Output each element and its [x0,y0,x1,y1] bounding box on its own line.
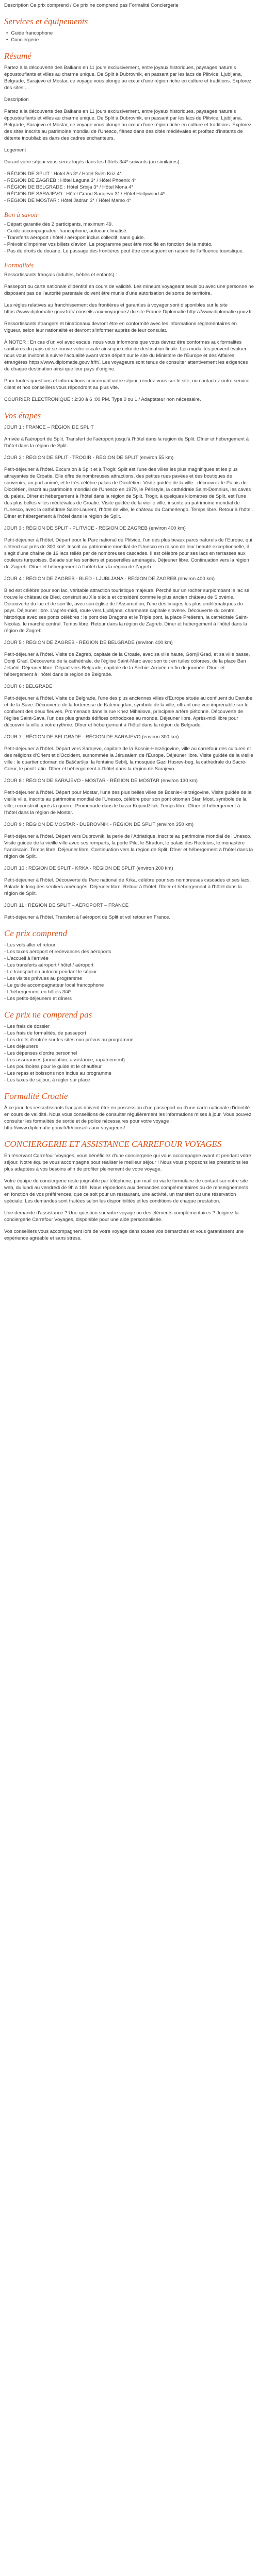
notice-paragraph: À NOTER : En cas d'un vol avec escale, nous vous informons que vous devrez être conformes aux formalités sanitaires du pays où se trouve votre escale ainsi que celui de destination finale. Les modalités peuvent évoluer, nous vous invitons à suivre l'actualité avant votre départ sur le site du Ministère de l'Europe et des Affaires étrangères https://www.diplomatie.gouv.fr/fr/. Les voyageurs sont tenus de consulter attentivement les exigences de chaque destination ainsi que leur pays d'origine. [4,340,248,372]
included-item: - L'hébergement en hôtels 3/4* [4,989,71,995]
lodging-item: - RÉGION DE MOSTAR : Hôtel Jadran 3* / Hôtel Mamo 4* [4,198,131,204]
day-title: JOUR 2 : RÉGION DE SPLIT - TROGIR - RÉGION DE SPLIT (environ 55 km) [4,455,174,461]
included-item: - Les visites prévues au programme [4,976,83,981]
included-item: - Le transport en autocar pendant le séjour [4,969,97,975]
day-text: Arrivée à l'aéroport de Split. Transfert de l'aéroport jusqu'à l'hôtel dans la région de Split. Dîner et hébergement à l'hôtel dans la région de Split. [4,436,249,449]
day-title: JOUR 8 : RÉGION DE SARAJEVO - MOSTAR - RÉGION DE MOSTAR (environ 130 km) [4,778,198,784]
itinerary-day [4,639,254,678]
summary-paragraph: Partez à la découverte des Balkans en 11 jours exclusivement, entre joyaux historiques, paysages naturels époustouflants et villes au charme unique. De Split à Dubrovnik, en passant par les lacs de Plitvice, Ljubljana, Belgrade, Sarajevo et Mostar, ce voyage vous plonge au cœur d'une région riche en culture et traditions. Explorez des sites ... [4,65,252,91]
included-item: - Les transferts aéroport / hôtel / aéroport [4,962,94,968]
included-item: - Les taxes aéroport et redevances des aéroports [4,949,111,955]
day-title: JOUR 9 : RÉGION DE MOSTAR - DUBROVNIK - RÉGION DE SPLIT (environ 350 km) [4,822,194,827]
day-title: JOUR 3 : RÉGION DE SPLIT - PLITVICE - RÉGION DE ZAGREB (environ 400 km) [4,526,186,531]
formalities-paragraph: Passeport ou carte nationale d'identité en cours de validité. Les mineurs voyageant seuls ou avec une personne ne disposant pas de l'autorité parentale doivent être munis d'une autorisation de sortie de territoire. [4,284,254,296]
excluded-item: - Les déjeuners [4,1044,38,1049]
product-page [0,0,258,1254]
included-list [4,942,254,1002]
day-title: JOUR 6 : BELGRADE [4,684,53,689]
concierge-paragraph: Vos conseillers vous accompagnent lors de votre voyage dans toutes vos démarches et vous garantissent une expérience agréable et sans stress. [4,1229,244,1241]
day-text: Petit-déjeuner à l'hôtel. Départ vers Dubrovnik, la perle de l'Adriatique, inscrite au patrimoine mondial de l'Unesco. Visite guidée de la vieille ville avec ses remparts, la porte Pile, le Stradun, le palais des Recteurs, le monastère franciscain. Temps libre. Déjeuner libre. Continuation vers la région de Split. Dîner et hébergement à l'hôtel dans la région de Split. [4,834,253,859]
day-text: Petit-déjeuner à l'hôtel. Visite de Belgrade, l'une des plus anciennes villes d'Europe située au confluent du Danube et de la Save. Découverte de la forteresse de Kalemegdan, symbole de la ville, offrant une vue imprenable sur le confluent des deux fleuves. Promenade dans la rue Knez Mihailova, principale artère piétonne. Découverte de l'église Saint-Sava, l'un des plus grands édifices orthodoxes au monde. Déjeuner libre. Après-midi libre pour découvrir la ville à votre rythme. Dîner et hébergement à l'hôtel dans la région de Belgrade. [4,696,253,728]
lodging-item: - RÉGION DE BELGRADE : Hôtel Srbija 3* / Hôtel Mona 4* [4,184,134,190]
day-text: Petit-déjeuner à l'hôtel. Transfert à l'aéroport de Split et vol retour en France. [4,914,171,920]
good-to-know-item: - Départ garantie dès 2 participants, maximum 49. [4,222,113,227]
itinerary-day [4,575,254,634]
services-list [4,30,254,43]
customer-paragraph: Pour toutes questions et informations concernant votre séjour, rendez-vous sur le site, ou contactez notre service client et nos conseillers vous répondront au plus vite. [4,378,250,391]
concierge-paragraph: Une demande d'assistance ? Une question sur votre voyage ou des éléments complémentaires ? Joignez la conciergerie Carrefour Voyages, disponible pour une aide personnalisée. [4,1210,239,1223]
intro-links: Description Ce prix comprend / Ce prix ne comprend pas Formalité Conciergerie [4,3,179,8]
description-label: Description [4,97,29,103]
itinerary-day [4,865,254,897]
included-heading: Ce prix comprend [4,928,68,938]
itinerary-day [4,902,254,921]
excluded-item: - Les frais de dossier [4,1024,50,1029]
good-to-know-item: - Transferts aéroport / hôtel / aéroport inclus collectif, sans guide. [4,235,145,241]
service-item: • Guide francophone [6,30,254,37]
good-to-know-heading: Bon à savoir [4,211,39,218]
concierge-paragraph: En réservant Carrefour Voyages, vous bénéficiez d'une conciergerie qui vous accompagne avant et pendant votre séjour. Notre équipe vous accompagne pour réaliser le meilleur séjour ! Nous vous proposons les prestations les plus adaptées à vos besoins afin de profiter pleinement de votre voyage. [4,1153,251,1172]
itinerary-day [4,525,254,570]
included-item: - L'accueil à l'arrivée [4,956,49,961]
itinerary-day [4,424,254,449]
good-to-know-list [4,221,254,255]
good-to-know-item: - Prévoir d'imprimer vos billets d'avion. Le programme peut être modifié en fonction de la météo. [4,242,213,247]
itinerary-day [4,683,254,728]
summary-heading: Résumé [4,51,31,61]
lodging-label: Logement [4,147,26,153]
good-to-know-item: - Pas de droits de douane. Le passage des frontières peut être conséquent en raison de l'affluence touristique. [4,248,244,254]
lodging-list [4,171,254,204]
concierge-heading: CONCIERGERIE ET ASSISTANCE CARREFOUR VOYAGES [4,1139,222,1149]
itinerary-day [4,777,254,816]
itinerary-day [4,821,254,860]
day-title: JOUR 7 : RÉGION DE BELGRADE - RÉGION DE SARAJEVO (environ 300 km) [4,734,179,740]
itinerary-heading: Vos étapes [4,411,41,420]
included-item: - Les vols aller et retour [4,942,56,948]
excluded-item: - Les repas et boissons non inclus au programme [4,1071,112,1076]
formalities-paragraph: Les règles relatives au franchissement des frontières et garanties à voyager sont disponibles sur le site https://www.diplomatie.gouv.fr/fr/ conseils-aux-voyageurs/ du site France Diplomatie https://www.diplomatie.gouv.fr. [4,302,253,315]
day-text: Petit-déjeuner à l'hôtel. Départ pour Mostar, l'une des plus belles villes de Bosnie-Herzégovine. Visite guidée de la vieille ville, inscrite au patrimoine mondial de l'Unesco, célèbre pour son pont ottoman Stari Most, symbole de la ville, reconstruit après la guerre. Promenade dans le bazar Kujundžiluk. Temps libre. Dîner et hébergement à l'hôtel dans la région de Mostar. [4,790,252,816]
excluded-item: - Les taxes de séjour, à régler sur place [4,1077,90,1083]
excluded-item: - Les pourboires pour le guide et le chauffeur [4,1064,102,1070]
excluded-item: - Les assurances (annulation, assistance, rapatriement) [4,1057,125,1063]
included-item: - Les petits-déjeuners et dîners [4,996,72,1002]
day-text: Petit-déjeuner à l'hôtel. Excursion à Split et à Trogir. Split est l'une des villes les plus magnifiques et les plus attrayantes de Croatie. Elle offre de nombreuses attractions, des petites rues pavées et des boutiques de souvenirs, un port animé, et le très célèbre palais de Dioclétien. Visite guidée de la ville : découvrez le Palais de Dioclétien, inscrit au patrimoine mondial de l'Unesco en 1979, le Péristyle, la cathédrale Saint-Domnius, les caves du palais. Dîner et hébergement à l'hôtel dans la région de Split. Trogir, à quelques kilomètres de Split, est l'une des plus belles villes médiévales de Croatie. Visite guidée de la vieille ville, inscrite au patrimoine mondial de l'Unesco, avec la cathédrale Saint-Laurent, l'hôtel de ville, le château du Camerlengo. Temps libre. Retour à l'hôtel. Dîner et hébergement à l'hôtel dans la région de Split. [4,467,253,519]
lodging-item: - RÉGION DE SPLIT : Hotel As 3* / Hotel Sveti Kriz 4* [4,171,122,177]
lodging-item: - RÉGION DE ZAGREB : Hôtel Laguna 3* / Hôtel Phoenix 4* [4,178,136,183]
day-text: Bled est célèbre pour son lac, véritable attraction touristique majeure. Perché sur un rocher surplombant le lac se trouve le château de Bled, construit au XIe siècle et considéré comme le plus ancien château de Slovénie. Découverte du lac et de son île, avec son église de l'Assomption, l'une des images les plus emblématiques du pays. Déjeuner libre. L'après-midi, route vers Ljubljana, charmante capitale slovène. Découverte du centre historique avec ses ponts célèbres : le pont des Dragons et le Triple pont, la place Prešeren, la cathédrale Saint-Nicolas, le marché central. Temps libre. Retour dans la région de Zagreb. Dîner et hébergement à l'hôtel dans la région de Zagreb. [4,588,250,634]
concierge-paragraph: Votre équipe de conciergerie reste joignable par téléphone, par mail ou via le formulaire de contact sur notre site web, du lundi au vendredi de 9h à 18h. Nous répondons aux demandes complémentaires ou de renseignements en fonction de vos préférences, que ce soit pour un restaurant, une activité, un transfert ou une réservation spéciale. Les demandes sont traitées selon les disponibilités et les conditions de chaque prestation. [4,1178,248,1204]
formalities-heading: Formalités [4,261,34,269]
included-item: - Le guide accompagnateur local francophone [4,982,104,988]
country-formality-heading: Formalité Croatie [4,1091,68,1101]
excluded-item: - Les dépenses d'ordre personnel [4,1050,77,1056]
day-title: JOUR 11 : RÉGION DE SPLIT – AÉROPORT – FRANCE [4,903,129,908]
excluded-item: - Les frais de formalités, de passeport [4,1030,86,1036]
day-text: Petit-déjeuner à l'hôtel. Départ vers Sarajevo, capitale de la Bosnie-Herzégovine, ville au carrefour des cultures et des religions d'Orient et d'Occident, surnommée la Jérusalem de l'Europe. Déjeuner libre. Visite guidée de la vieille ville : le quartier ottoman de Baščaršija, la fontaine Sebilj, la mosquée Gazi Husrev-beg, la cathédrale du Sacré-Cœur, le pont Latin. Dîner et hébergement à l'hôtel dans la région de Sarajevo. [4,746,253,772]
country-formality-text: À ce jour, les ressortissants français doivent être en possession d'un passeport ou d'une carte nationale d'identité en cours de validité. Nous vous conseillons de consulter régulièrement les informations mises à jour. Vous pouvez consulter les formalités de sortie et de police nécessaires pour votre voyage : http://www.diplomatie.gouv.fr/fr/conseils-aux-voyageurs/ [4,1105,251,1131]
excluded-list [4,1023,254,1083]
excluded-heading: Ce prix ne comprend pas [4,1010,92,1020]
itinerary-day [4,454,254,520]
day-text: Petit-déjeuner à l'hôtel. Départ pour le Parc national de Plitvice, l'un des plus beaux parcs naturels de l'Europe, qui s'étend sur près de 300 km². Inscrit au patrimoine mondial de l'Unesco en raison de leur beauté exceptionnelle, il s'agit d'une chaîne de 16 lacs reliés par de nombreuses cascades. Il est célèbre pour ses lacs en terrasses aux couleurs turquoises. Balade sur les sentiers et passerelles aménagés. Déjeuner libre. Continuation vers la région de Zagreb. Dîner et hébergement à l'hôtel dans la région de Zagreb. [4,537,252,570]
description-paragraph: Partez à la découverte des Balkans en 11 jours exclusivement, entre joyaux historiques, paysages naturels époustouflants et villes au charme unique. De Split à Dubrovnik, en passant par les lacs de Plitvice, Ljubljana, Belgrade, Sarajevo et Mostar, ce voyage vous plonge au cœur d'une région riche en culture et traditions. Explorez des sites inscrits au patrimoine mondial de l'Unesco, flânez dans des cités médiévales et profitez d'instants de détente inoubliables dans des cadres enchanteurs. [4,109,252,141]
service-item: • Conciergerie [6,37,254,43]
day-title: JOUR 4 : RÉGION DE ZAGREB - BLED - LJUBLJANA - RÉGION DE ZAGREB (environ 400 km) [4,576,215,582]
lodging-item: - RÉGION DE SARAJEVO : Hôtel Grand Sarajevo 3* / Hôtel Hollywood 4* [4,191,165,197]
excluded-item: - Les droits d'entrée sur les sites non prévus au programme [4,1037,134,1043]
day-title: JOUR 5 : RÉGION DE ZAGREB - RÉGION DE BELGRADE (environ 400 km) [4,640,173,646]
good-to-know-item: - Guide accompagnateur francophone, autocar climatisé. [4,228,128,234]
day-title: JOUR 10 : RÉGION DE SPLIT - KRKA - RÉGION DE SPLIT (environ 200 km) [4,866,173,871]
services-heading: Services et équipements [4,16,88,26]
day-text: Petit-déjeuner à l'hôtel. Découverte du Parc national de Krka, célèbre pour ses nombreuses cascades et ses lacs. Balade le long des sentiers aménagés. Déjeuner libre. Retour à l'hôtel. Dîner et hébergement à l'hôtel dans la région de Split. [4,877,251,896]
formalities-paragraph: Ressortissants français (adultes, bébés et enfants) : [4,272,117,278]
day-text: Petit-déjeuner à l'hôtel. Visite de Zagreb, capitale de la Croatie, avec sa ville haute, Gornji Grad, et sa ville basse, Donji Grad. Découverte de la cathédrale, de l'église Saint-Marc avec son toit en tuiles colorées, de la place Ban Jelačić. Déjeuner libre. Départ vers Belgrade, capitale de la Serbie. Arrivée en fin de journée. Dîner et hébergement à l'hôtel dans la région de Belgrade. [4,652,250,677]
service-hours: COURRIER ÉLECTRONIQUE : 2:30 à 6 :00 PM. Type 0 ou 1 / Adaptateur non nécessaire. [4,397,201,402]
itinerary-day [4,734,254,772]
day-title: JOUR 1 : FRANCE – RÉGION DE SPLIT [4,425,94,430]
lodging-intro: Durant votre séjour vous serez logés dans les hôtels 3/4* suivants (ou similaires) : [4,159,182,165]
formalities-paragraph: Ressortissants étrangers et binationaux devront être en conformité avec les informations réglementaires en vigueur, selon leur nationalité et devront s'informer auprès de leur consulat. [4,321,237,333]
